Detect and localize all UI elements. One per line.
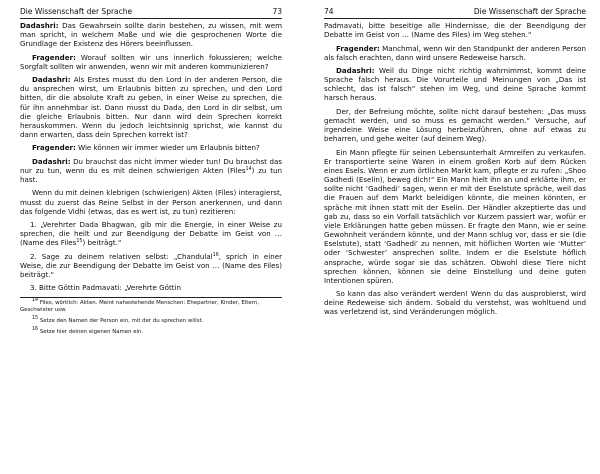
- paragraph-text: Wie können wir immer wieder um Erlaubnis bitten?: [75, 143, 260, 153]
- paragraph: [324, 107, 586, 144]
- paragraph-text: ) zu tun hast.: [20, 165, 282, 185]
- paragraph-text: Ein Mann pflegte für seinen Lebensunterhalt Armreifen zu verkaufen. Er transportierte seine Waren in einem großen Korb auf dem Rücken eines Esels. Wenn er zum örtlichen Markt kam, pflegte er zu rufen: „Shoo Gadhedi (Eselin), beweg dich!“ Ein Mann hielt ihn an und erklärte ihm, er sollte nicht ‘Gadhedi’ sagen, wenn er mit der Eselstute spräche, weil das die Frauen auf dem Markt beleidigen könnte, die meinen könnten, er spräche mit ihnen statt mit der Eselin. Der Händler akzeptierte das und gab zu, dass so ein Vorfall tatsächlich vor Kurzem passiert war, wofür er viele Erklärungen hatte geben müssen. Er fragte den Mann, wie er seine Gewohnheit verändern könnte, und der Mann schlug vor, dass er sie (die Eselstute), statt ‘Gadhedi’ zu nennen, mit höflichen Worten wie ‘Mutter’ oder ‘Schwester’ ansprechen sollte. Indem er die Eselstute höflich ansprache, würde sogar sie das schätzen. Obwohl diese Tiere nicht sprechen können, können sie deine Einstellung und deine guten Intentionen spüren.: [324, 147, 586, 285]
- footnote: [20, 315, 282, 325]
- page-body: [20, 21, 282, 340]
- paragraph: [324, 148, 586, 285]
- paragraph-text: So kann das also verändert werden! Wenn du das ausprobierst, wird deine Redeweise sich ändern. Sobald du verstehst, was wohltuend und was verletzend ist, sind Veränderungen möglich.: [324, 289, 586, 317]
- paragraph: [20, 75, 282, 139]
- page-number: 74: [324, 7, 334, 16]
- paragraph-text: Manchmal, wenn wir den Standpunkt der anderen Person als falsch erachten, dann wird unsere Redeweise harsch.: [324, 43, 586, 62]
- speaker-label: Dadashri:: [336, 66, 375, 75]
- vidhi-item: [20, 283, 282, 292]
- paragraph: [20, 21, 282, 48]
- speaker-label: Dadashri:: [32, 75, 71, 85]
- page-number: 73: [272, 7, 282, 16]
- paragraph: [324, 21, 586, 39]
- paragraph-text: 1. „Verehrter Dada Bhagwan, gib mir die Energie, in einer Weise zu sprechen, die heilt und zur Beendigung der Debatte im Geist von … (Name des Files: [20, 220, 282, 248]
- footnote-ref: 15: [76, 239, 83, 245]
- paragraph-text: Der, der Befreiung möchte, sollte nicht darauf bestehen: „Das muss gemacht werden, und so muss es gemacht werden.“ Versuche, auf irgendeine Weise eine Lösung herbeizuführen, ohne auf etwas zu beharren, und gehe weiter (auf deinem Weg).: [324, 106, 586, 144]
- paragraph: [324, 289, 586, 316]
- paragraph-text: Weil du Dinge nicht richtig wahrnimmst, kommt deine Sprache falsch heraus. Die Vorurteile und Meinungen von „Das ist schlecht, das ist falsch“ stehen im Weg, und deine Sprache kommt harsch heraus.: [324, 66, 586, 103]
- footnote-ref: 16: [212, 252, 219, 258]
- running-title: Die Wissenschaft der Sprache: [20, 7, 133, 16]
- paragraph-text: 2. Sage zu deinem relativen selbst: „Chandulal: [30, 251, 213, 261]
- footnote-text: Setze hier deinen eigenen Namen ein.: [38, 328, 144, 335]
- paragraph-text: Du brauchst das nicht immer wieder tun! Du brauchst das nur zu tun, wenn du es mit deinen schwierigen Akten (Files: [20, 156, 282, 175]
- speaker-label: Dadashri:: [20, 21, 59, 30]
- paragraph-text: ) beiträgt.“: [82, 238, 122, 248]
- footnote-text: Files, wörtlich: Akten. Meint nahestehende Menschen: Ehepartner, Kinder, Eltern, Geschwister usw.: [20, 299, 259, 313]
- paragraph-text: Als Erstes musst du den Lord in der anderen Person, die du ansprechen wirst, um Erlaubnis bitten zu sprechen, und den Lord bitten, dir die absolute Kraft zu geben, in einer Weise zu sprechen, die für ihn annehmbar ist. Dann musst du Dada, den Lord in dir selbst, um die gleiche Erlaubnis bitten. Nur dann wird dein Sprechen korrekt herauskommen. Wenn du jedoch leichtsinnig sprichst, wie kannst du dann erwarten, dass dein Sprechen korrekt ist?: [20, 75, 282, 140]
- page-body: [324, 21, 586, 321]
- running-head: [20, 6, 282, 19]
- speaker-label: Fragender:: [32, 52, 76, 62]
- footnote-number: 15: [32, 315, 39, 321]
- paragraph-text: Das Gewahrsein sollte darin bestehen, zu wissen, mit wem man spricht, in welchem Maße und wie die gesprochenen Worte die Grundlage der Existenz des Hörers beeinflussen.: [20, 21, 282, 49]
- running-title: Die Wissenschaft der Sprache: [473, 7, 586, 16]
- speaker-label: Fragender:: [32, 143, 76, 153]
- paragraph: [20, 157, 282, 184]
- paragraph: [20, 188, 282, 215]
- paragraph: [20, 53, 282, 71]
- paragraph-text: Padmavati, bitte beseitige alle Hindernisse, die der Beendigung der Debatte im Geist von … (Name des Files) im Weg stehen.“: [324, 21, 586, 40]
- speaker-label: Dadashri:: [32, 156, 71, 166]
- paragraph: [324, 44, 586, 62]
- footnote-divider: [20, 297, 282, 298]
- paragraph: [20, 143, 282, 152]
- paragraph-text: Worauf sollten wir uns innerlich fokussieren; welche Sorgfalt sollten wir anwenden, wenn wir mit anderen kommunizieren?: [20, 52, 282, 71]
- paragraph-text: Wenn du mit deinen klebrigen (schwierigen) Akten (Files) interagierst, musst du zuerst das Reine Selbst in der Person anerkennen, und dann das folgende Vidhi (etwas, das es wert ist, zu tun) rezitieren:: [20, 188, 282, 216]
- paragraph-text: 3. Bitte Göttin Padmavati: „Verehrte Göttin: [30, 283, 182, 293]
- footnote: [20, 326, 282, 336]
- left-page: [20, 0, 282, 474]
- paragraph: [324, 66, 586, 103]
- footnote-number: 14: [32, 297, 39, 303]
- right-page: [324, 0, 586, 474]
- vidhi-item: [20, 220, 282, 247]
- speaker-label: Fragender:: [336, 43, 380, 53]
- running-head: [324, 6, 586, 19]
- footnote-text: Setze den Namen der Person ein, mit der du sprechen willst.: [38, 317, 204, 324]
- vidhi-item: [20, 252, 282, 279]
- footnote-number: 16: [32, 326, 39, 332]
- footnote: [20, 297, 282, 314]
- paragraph-text: , sprich in einer Weise, die zur Beendigung der Debatte im Geist von … (Name des Files) beiträgt.“: [20, 251, 282, 280]
- footnote-ref: 14: [245, 166, 252, 172]
